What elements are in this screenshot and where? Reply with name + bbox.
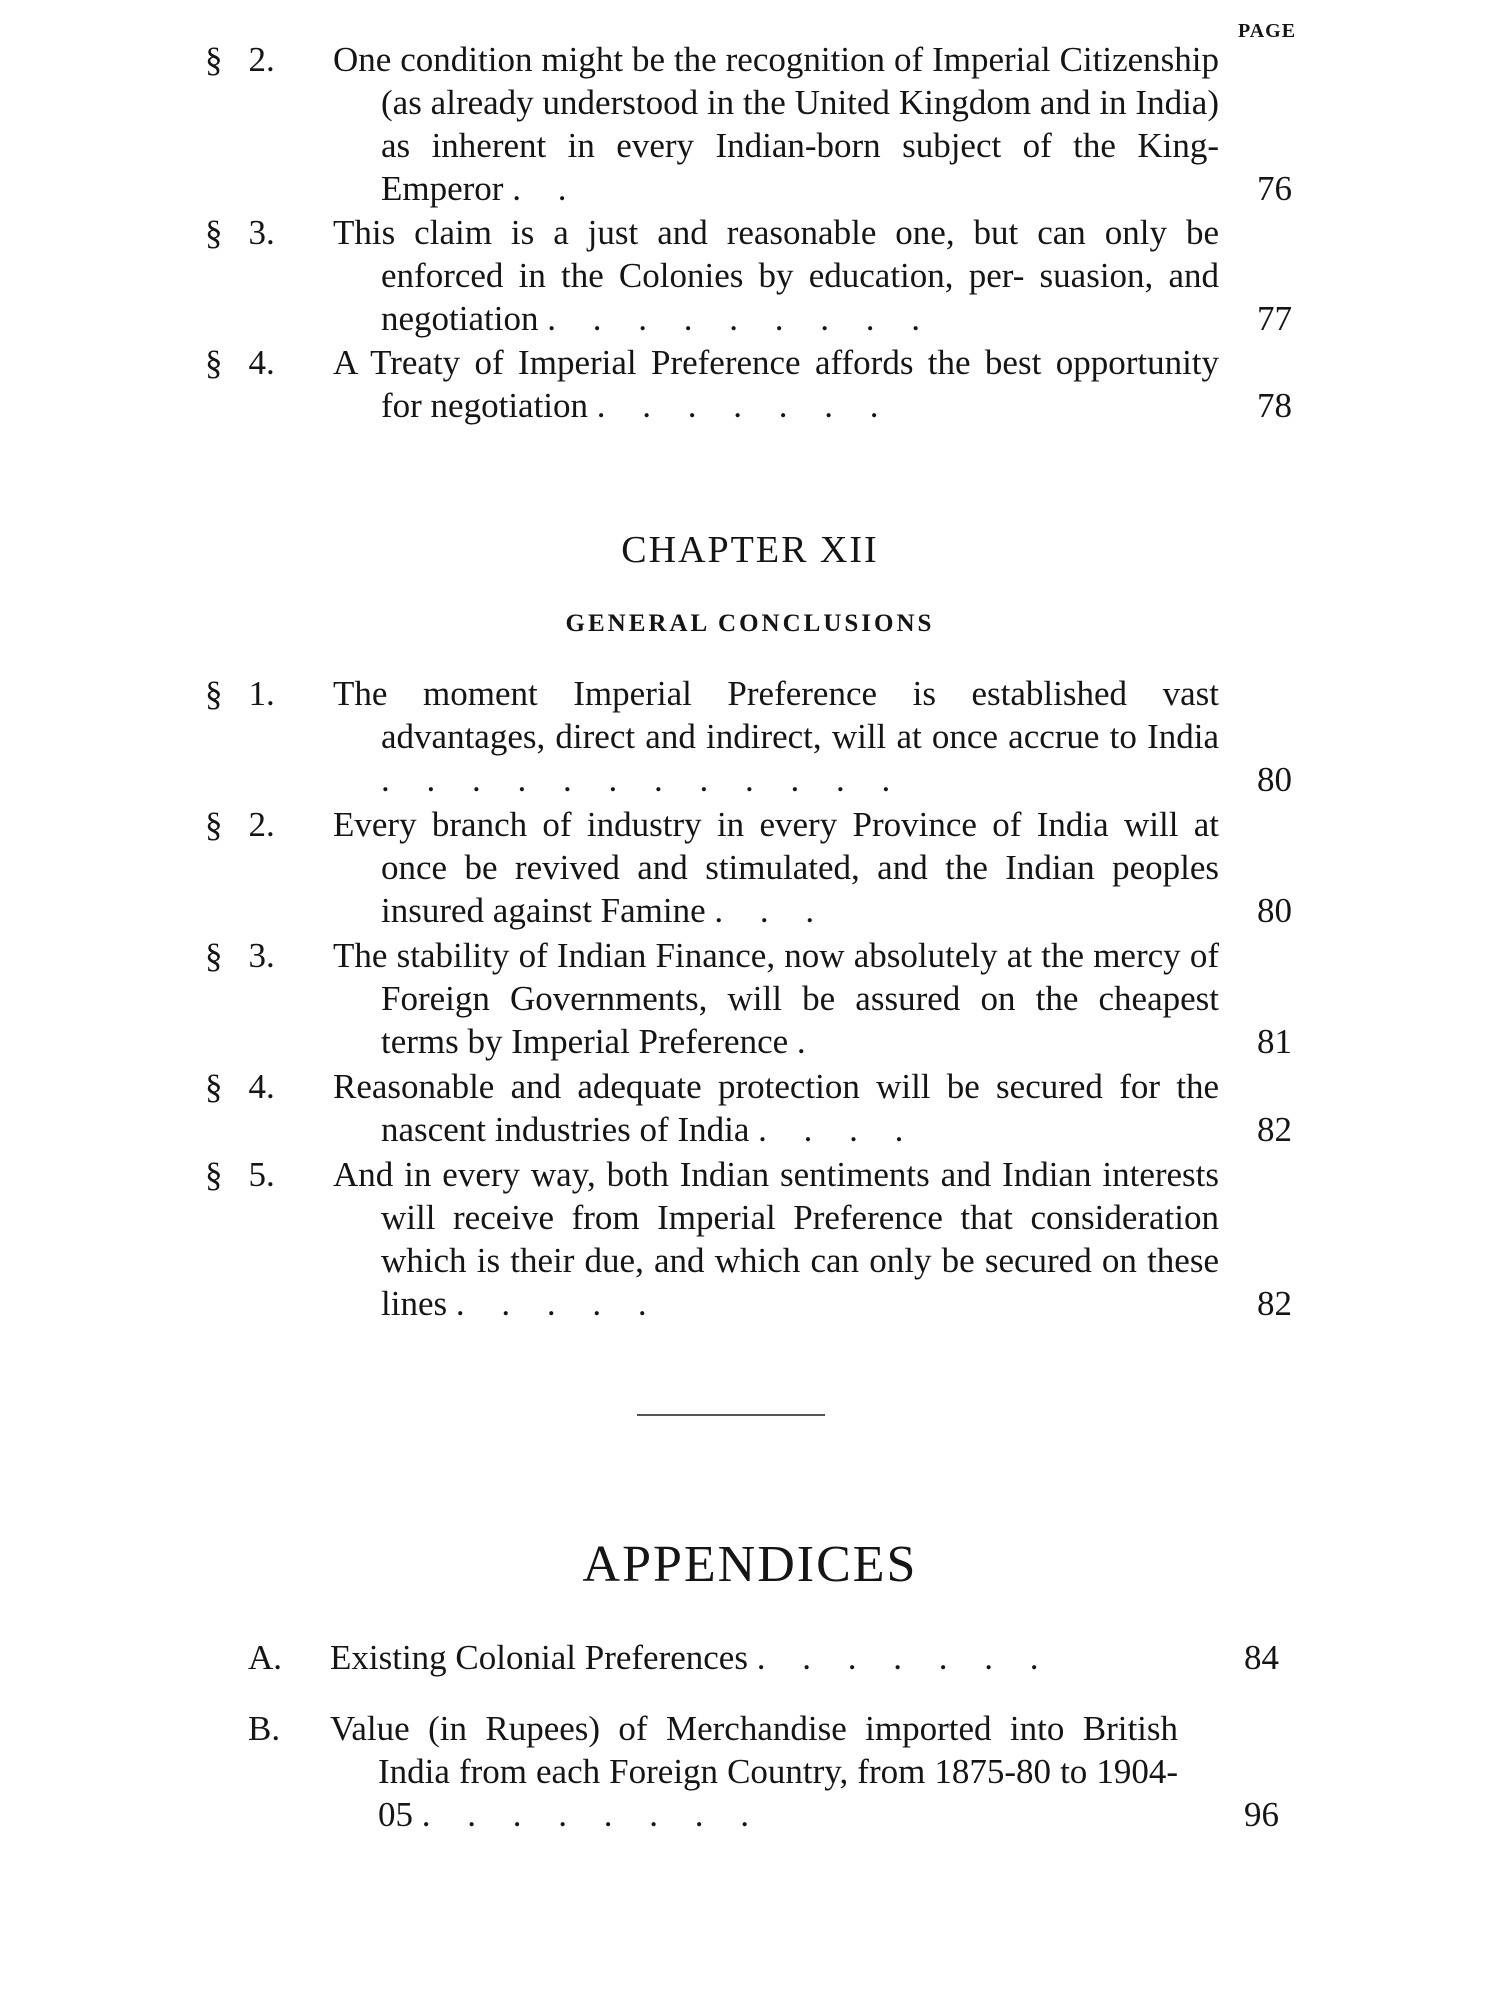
entry-text: Reasonable and adequate protection will be secured for the nascent industries of India . . . .	[333, 1067, 1219, 1149]
section-marker: § 2.	[205, 40, 275, 79]
page-number: 81	[1257, 1022, 1292, 1061]
page-number: 80	[1257, 891, 1292, 930]
page-number: 82	[1257, 1284, 1292, 1323]
toc-entry	[205, 341, 1335, 427]
toc-entry	[205, 672, 1335, 801]
section-marker: § 3.	[205, 936, 275, 975]
entry-text: The stability of Indian Finance, now absolutely at the mercy of Foreign Governments, will be assured on the cheapest terms by Imperial Preference .	[333, 936, 1219, 1061]
section-marker: § 5.	[205, 1155, 275, 1194]
toc-entry	[205, 1153, 1335, 1325]
entry-text: And in every way, both Indian sentiments and Indian interests will receive from Imperial Preference that consideration which is their due, and which can only be secured on these lines . . . . .	[333, 1155, 1220, 1323]
toc-entry	[205, 38, 1335, 210]
entry-text: This claim is a just and reasonable one, but can only be enforced in the Colonies by education, per- suasion, and negotiation . . . . . . . . .	[333, 213, 1220, 338]
page-number: 80	[1257, 760, 1292, 799]
leader-dots: . .	[512, 169, 581, 208]
entry-text: Every branch of industry in every Province of India will at once be revived and stimulated, and the Indian peoples insured against Famine . . .	[333, 805, 1220, 930]
section-marker: § 1.	[205, 674, 275, 713]
appendices-title: APPENDICES	[582, 1536, 918, 1593]
entry-text: The moment Imperial Preference is established vast advantages, direct and indirect, will at once accrue to India . . . . . . . . . . . .	[333, 674, 1219, 799]
chapter-subtitle: GENERAL CONCLUSIONS	[565, 610, 935, 637]
section-marker: § 4.	[205, 1067, 275, 1106]
leader-dots: . . . . .	[455, 1284, 661, 1323]
section-marker: § 4.	[205, 343, 275, 382]
leader-dots: . . . .	[758, 1110, 918, 1149]
page-number: 84	[1244, 1638, 1279, 1677]
toc-entry	[205, 934, 1335, 1063]
appendix-entry	[248, 1707, 1308, 1836]
leader-dots: . . .	[714, 891, 829, 930]
chapter-title: CHAPTER XII	[621, 529, 879, 571]
section-marker: § 2.	[205, 805, 275, 844]
leader-dots: . . . . . . .	[756, 1638, 1053, 1677]
page-number: 77	[1257, 299, 1292, 338]
appendix-entry	[248, 1636, 1308, 1679]
toc-entry	[205, 1065, 1335, 1151]
entry-text: One condition might be the recognition of Imperial Citizenship (as already understood in the United Kingdom and in India) as inherent in every Indian-born subject of the King-Emperor . .	[333, 40, 1220, 208]
entry-text: A Treaty of Imperial Preference affords the best opportunity for negotiation . . . . . . .	[333, 343, 1220, 425]
section-marker: § 3.	[205, 213, 275, 252]
page-number: 82	[1257, 1110, 1292, 1149]
page-column-label: PAGE	[1238, 20, 1297, 42]
toc-entry	[205, 803, 1335, 932]
entry-text: Value (in Rupees) of Merchandise imported into British India from each Foreign Country, from 1875-80 to 1904-05 . . . . . . . .	[330, 1709, 1179, 1834]
leader-dots: . . . . . . . .	[421, 1795, 763, 1834]
toc-entry	[205, 211, 1335, 340]
page-number: 76	[1257, 169, 1292, 208]
entry-text: Existing Colonial Preferences . . . . . . .	[330, 1638, 1053, 1677]
section-divider	[637, 1414, 825, 1416]
page-number: 78	[1257, 386, 1292, 425]
leader-dots: . . . . . . .	[596, 386, 893, 425]
leader-dots: .	[796, 1022, 820, 1061]
appendix-letter: A.	[248, 1638, 283, 1677]
page-number: 96	[1244, 1795, 1279, 1834]
leader-dots: . . . . . . . . . . . .	[381, 760, 905, 799]
appendix-letter: B.	[248, 1709, 281, 1748]
leader-dots: . . . . . . . . .	[547, 299, 934, 338]
